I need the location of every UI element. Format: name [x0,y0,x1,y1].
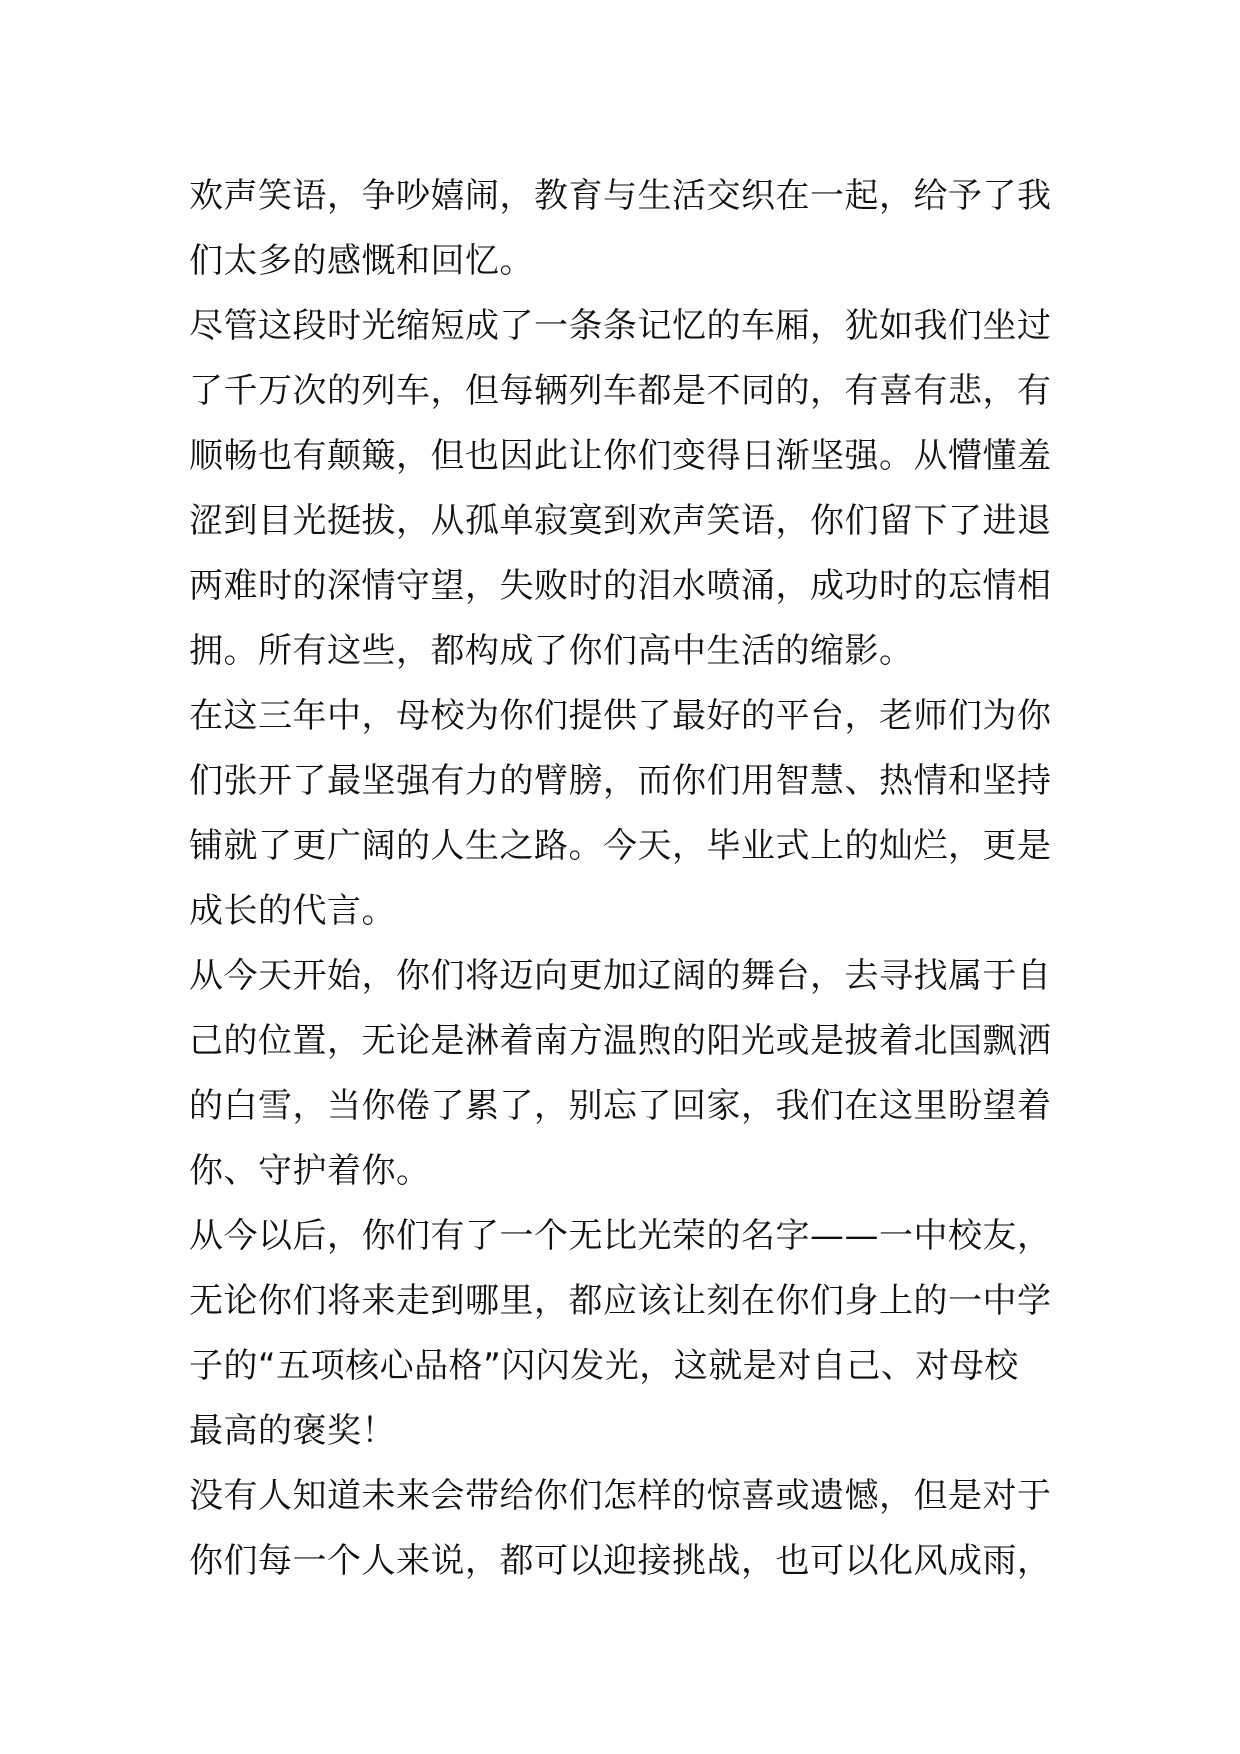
document-body [189,164,1063,1594]
text-line: 们太多的感慨和回忆。 [189,241,534,281]
text-line: 从今天开始，你们将迈向更加辽阔的舞台，去寻找属于自 [189,956,1052,996]
text-line: 顺畅也有颠簸，但也因此让你们变得日渐坚强。从懵懂羞 [189,436,1052,476]
text-line: 你们每一个人来说，都可以迎接挑战，也可以化风成雨， [189,1541,1052,1581]
text-line: 涩到目光挺拔，从孤单寂寞到欢声笑语，你们留下了进退 [189,501,1052,541]
text-line: 最高的褒奖！ [189,1411,396,1451]
text-line: 们张开了最坚强有力的臂膀，而你们用智慧、热情和坚持 [189,761,1052,801]
text-line: 铺就了更广阔的人生之路。今天，毕业式上的灿烂，更是 [189,826,1052,866]
text-line: 无论你们将来走到哪里，都应该让刻在你们身上的一中学 [189,1281,1052,1321]
text-line: 了千万次的列车，但每辆列车都是不同的，有喜有悲，有 [189,371,1052,411]
text-line: 在这三年中，母校为你们提供了最好的平台，老师们为你 [189,696,1052,736]
text-line: 欢声笑语，争吵嬉闹，教育与生活交织在一起，给予了我 [189,176,1052,216]
text-line: 从今以后，你们有了一个无比光荣的名字——一中校友， [189,1216,1052,1256]
text-line: 子的“五项核心品格”闪闪发光，这就是对自己、对母校 [189,1346,1019,1386]
text-line: 没有人知道未来会带给你们怎样的惊喜或遗憾，但是对于 [189,1476,1052,1516]
text-line: 成长的代言。 [189,891,396,931]
text-line: 的白雪，当你倦了累了，别忘了回家，我们在这里盼望着 [189,1086,1052,1126]
text-line: 己的位置，无论是淋着南方温煦的阳光或是披着北国飘洒 [189,1021,1052,1061]
text-line: 尽管这段时光缩短成了一条条记忆的车厢，犹如我们坐过 [189,306,1052,346]
text-line: 两难时的深情守望，失败时的泪水喷涌，成功时的忘情相 [189,566,1052,606]
text-line: 拥。所有这些，都构成了你们高中生活的缩影。 [189,631,914,671]
text-line: 你、守护着你。 [189,1151,431,1191]
